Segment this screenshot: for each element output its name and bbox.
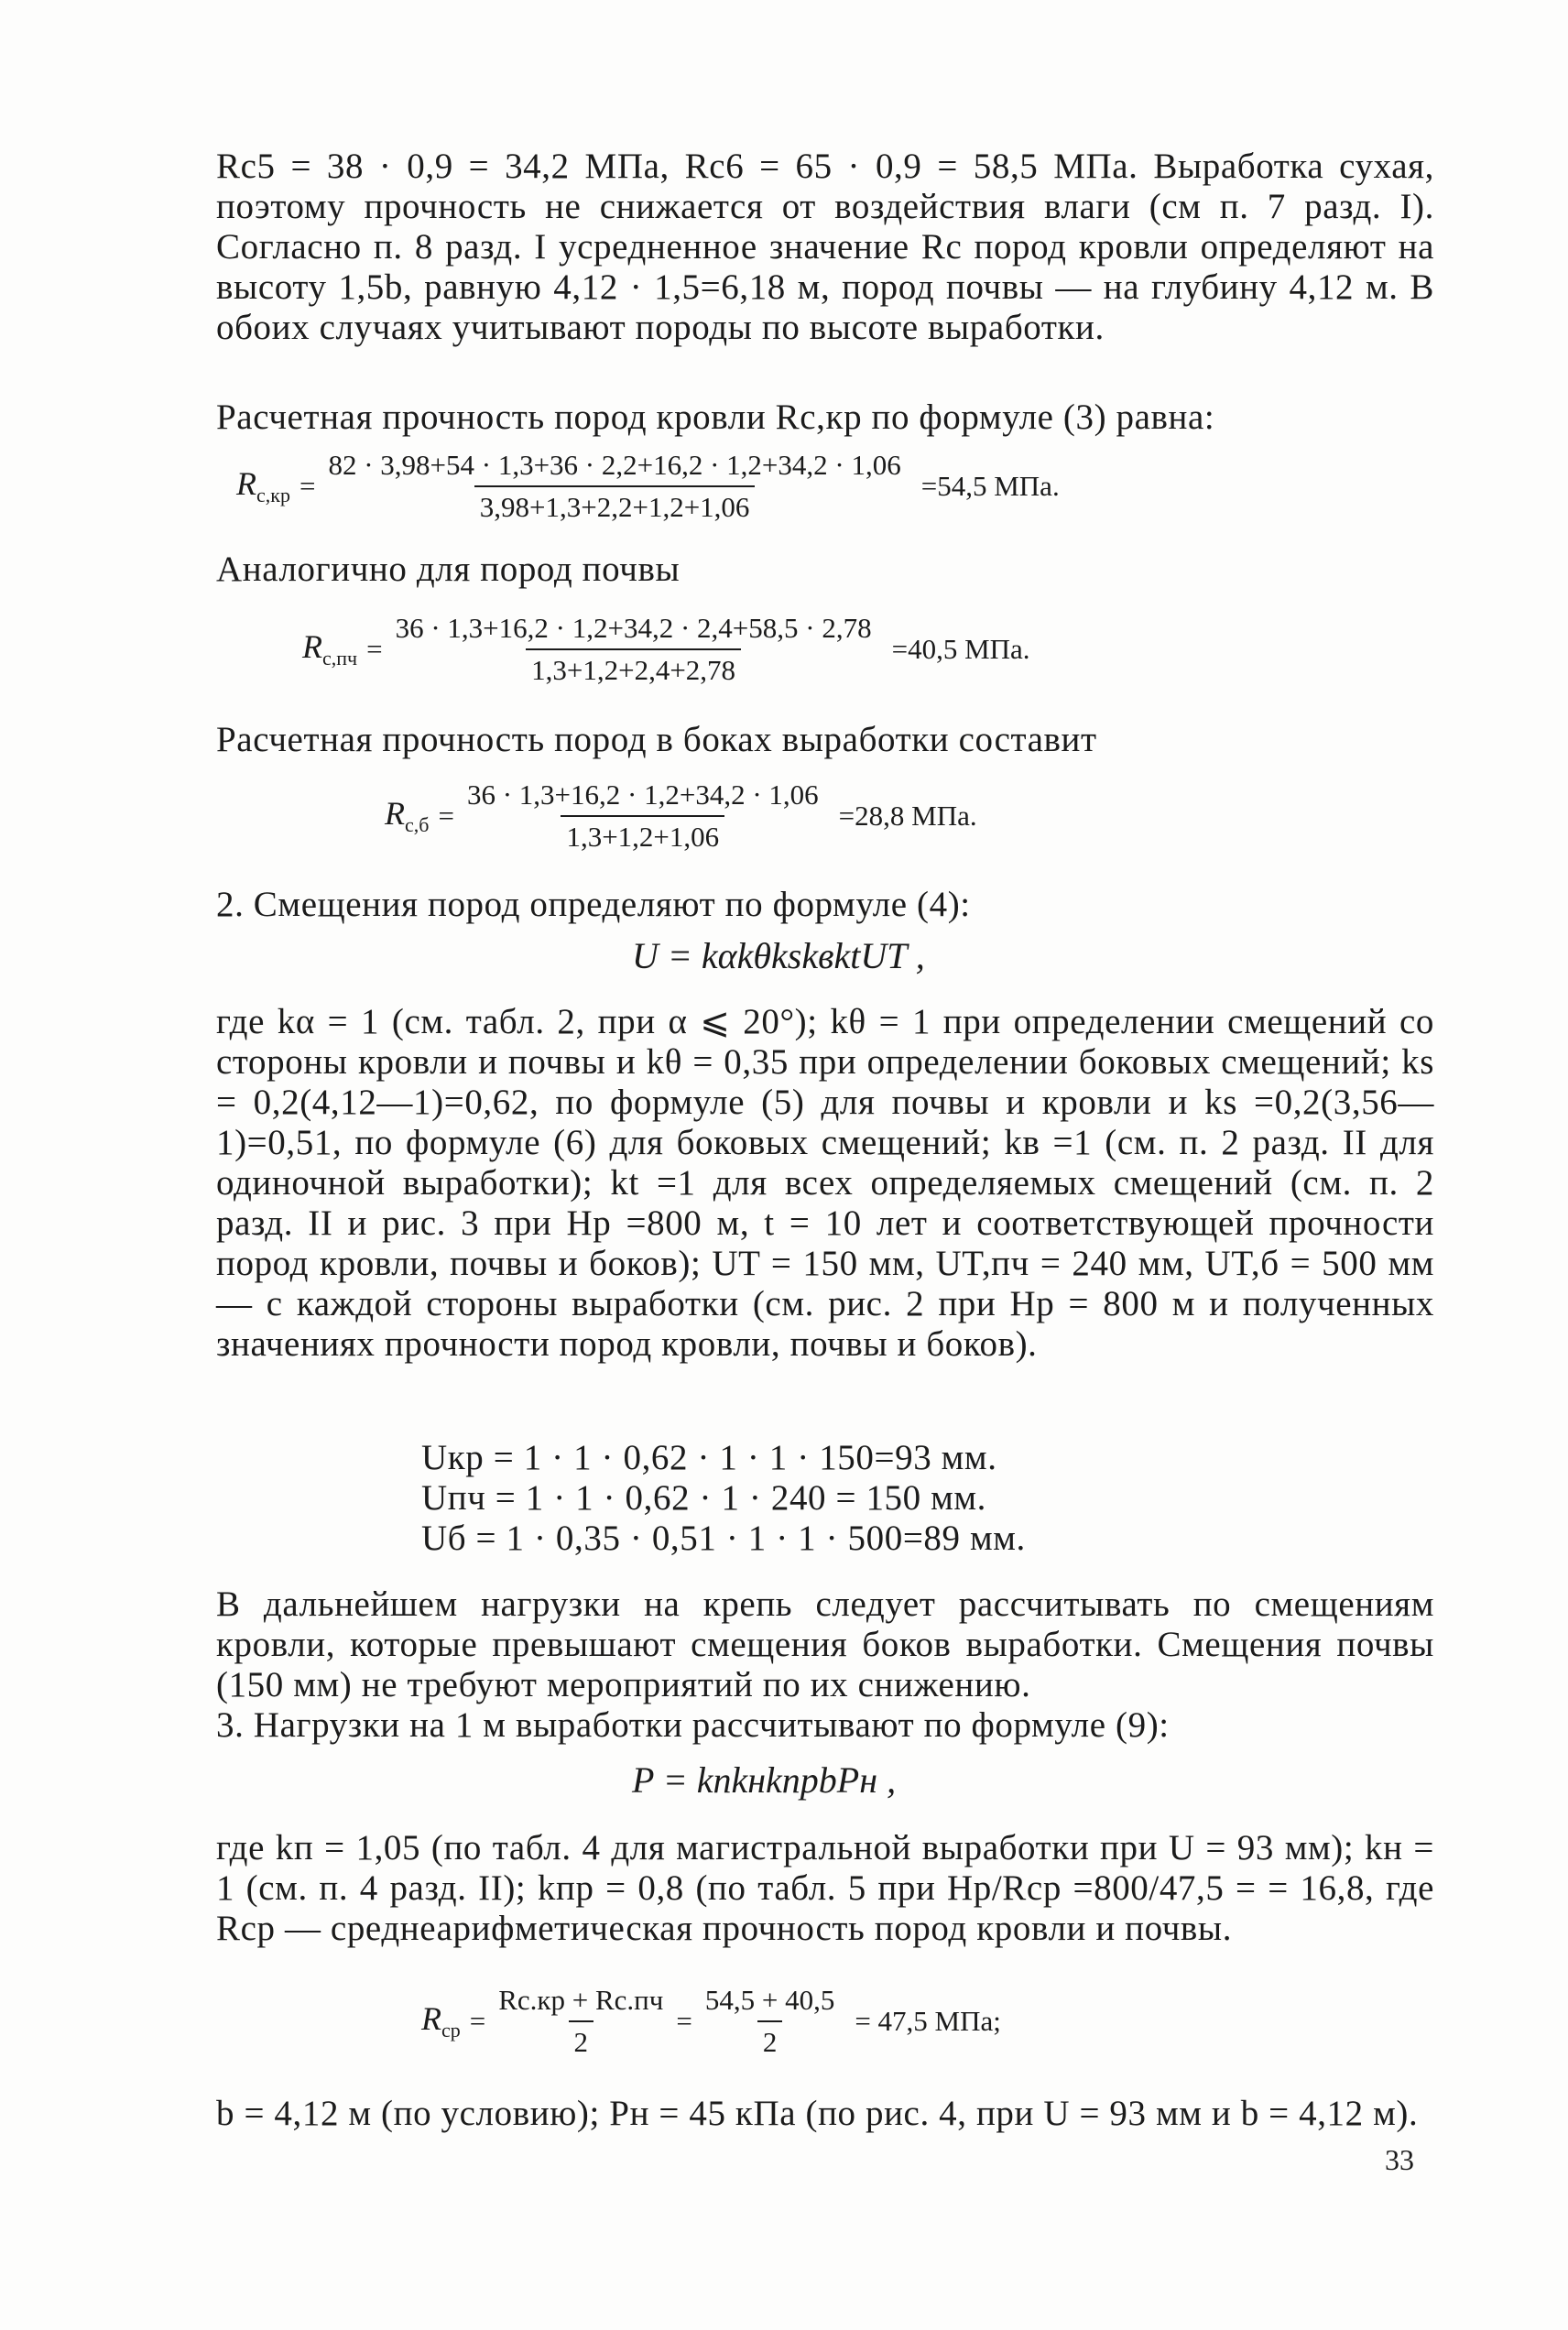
displacement-roof: Uкр = 1 · 1 · 0,62 · 1 · 1 · 150=93 мм.: [421, 1438, 997, 1477]
paragraph-loads-note: В дальнейшем нагрузки на крепь следует рассчитывать по смещениям кровли, которые превышают смещения боков выработки. Смещения почвы (150 мм) не требуют мероприятий по их снижению.: [216, 1584, 1434, 1704]
formula-sides-strength: [385, 778, 977, 854]
paragraph-load-coefficients: где kп = 1,05 (по табл. 4 для магистральной выработки при U = 93 мм); kн = 1 (см. п. 4 разд. II); kпр = 0,8 (по табл. 5 при Hр/Rср =800/47,5 = = 16,8, где Rср — среднеарифметическая прочность пород кровли и почвы.: [216, 1828, 1434, 1948]
formula-displacement: U = kαkθkskвktUT ,: [632, 935, 925, 976]
paragraph-roof-strength-intro: Расчетная прочность пород кровли Rc,кр по формуле (3) равна:: [216, 397, 1215, 437]
paragraph-loads-intro: 3. Нагрузки на 1 м выработки рассчитывают по формуле (9):: [216, 1705, 1170, 1745]
equals-sign: =: [469, 2005, 486, 2037]
denominator: 2: [569, 2020, 594, 2059]
numerator: 36 · 1,3+16,2 · 1,2+34,2 · 2,4+58,5 · 2,78: [395, 612, 872, 644]
formula-result: =28,8 МПа.: [838, 800, 977, 832]
fraction-symbolic: [493, 1984, 669, 2059]
formula-lhs: $R_{с,пч}$: [302, 628, 358, 670]
paragraph-floor-intro: Аналогично для пород почвы: [216, 550, 681, 589]
formula-result: =54,5 МПа.: [920, 470, 1060, 502]
formula-floor-strength: [302, 612, 1030, 687]
fraction-numeric: [700, 1984, 840, 2059]
paragraph-displacement-intro: 2. Смещения пород определяют по формуле (4):: [216, 885, 971, 924]
formula-roof-strength: [236, 449, 1060, 524]
denominator: 1,3+1,2+2,4+2,78: [526, 648, 741, 687]
formula-result: =40,5 МПа.: [891, 633, 1030, 665]
page-number: 33: [1385, 2143, 1414, 2176]
numerator: 54,5 + 40,5: [704, 1984, 835, 2016]
fraction: [322, 449, 906, 524]
formula-average-strength: [421, 1984, 1001, 2059]
equals-sign: =: [299, 470, 316, 502]
denominator: 2: [757, 2020, 783, 2059]
formula-load: P = kпkнkпрbPн ,: [632, 1759, 897, 1801]
displacement-floor: Uпч = 1 · 1 · 0,62 · 1 · 240 = 150 мм.: [421, 1478, 986, 1518]
numerator: Rс.кр + Rс.пч: [498, 1984, 664, 2016]
paragraph-strength-values: Rc5 = 38 · 0,9 = 34,2 МПа, Rc6 = 65 · 0,9 = 58,5 МПа. Выработка сухая, поэтому прочность не снижается от воздействия влаги (см п. 7 разд. I). Согласно п. 8 разд. I усредненное значение Rc пород кровли определяют на высоту 1,5b, равную 4,12 · 1,5=6,18 м, пород почвы — на глубину 4,12 м. В обоих случаях учитывают породы по высоте выработки.: [216, 147, 1434, 347]
displacement-sides: Uб = 1 · 0,35 · 0,51 · 1 · 1 · 500=89 мм.: [421, 1519, 1026, 1558]
formula-result: = 47,5 МПа;: [855, 2005, 1001, 2037]
paragraph-final-values: b = 4,12 м (по условию); Pн = 45 кПа (по рис. 4, при U = 93 мм и b = 4,12 м).: [216, 2094, 1419, 2133]
denominator: 1,3+1,2+1,06: [561, 815, 724, 854]
formula-lhs: $R_{с,кр}$: [236, 465, 290, 507]
formula-lhs: $R_{ср}$: [421, 2000, 461, 2042]
paragraph-sides-intro: Расчетная прочность пород в боках выработки составит: [216, 720, 1097, 759]
fraction: [390, 612, 877, 687]
paragraph-coefficients: где kα = 1 (см. табл. 2, при α ⩽ 20°); kθ = 1 при определении смещений со стороны кровли и почвы и kθ = 0,35 при определении боковых смещений; ks = 0,2(4,12—1)=0,62, по формуле (5) для почвы и кровли и ks =0,2(3,56—1)=0,51, по формуле (6) для боковых смещений; kв =1 (см. п. 2 разд. II для одиночной выработки); kt =1 для всех определяемых смещений (см. п. 2 разд. II и рис. 3 при Hр =800 м, t = 10 лет и соответствующей прочности пород кровли, почвы и боков); UT = 150 мм, UT,пч = 240 мм, UT,б = 500 мм — с каждой стороны выработки (см. рис. 2 при Hр = 800 м и полученных значениях прочности пород кровли, почвы и боков).: [216, 1002, 1434, 1364]
denominator: 3,98+1,3+2,2+1,2+1,06: [474, 485, 756, 524]
formula-lhs: $R_{с,б}$: [385, 795, 430, 837]
fraction: [462, 778, 824, 854]
numerator: 36 · 1,3+16,2 · 1,2+34,2 · 1,06: [466, 778, 819, 811]
equals-sign: =: [438, 800, 454, 832]
numerator: 82 · 3,98+54 · 1,3+36 · 2,2+16,2 · 1,2+34,2 · 1,06: [328, 449, 901, 481]
equals-sign: =: [366, 633, 383, 665]
equals-sign: =: [676, 2005, 692, 2037]
